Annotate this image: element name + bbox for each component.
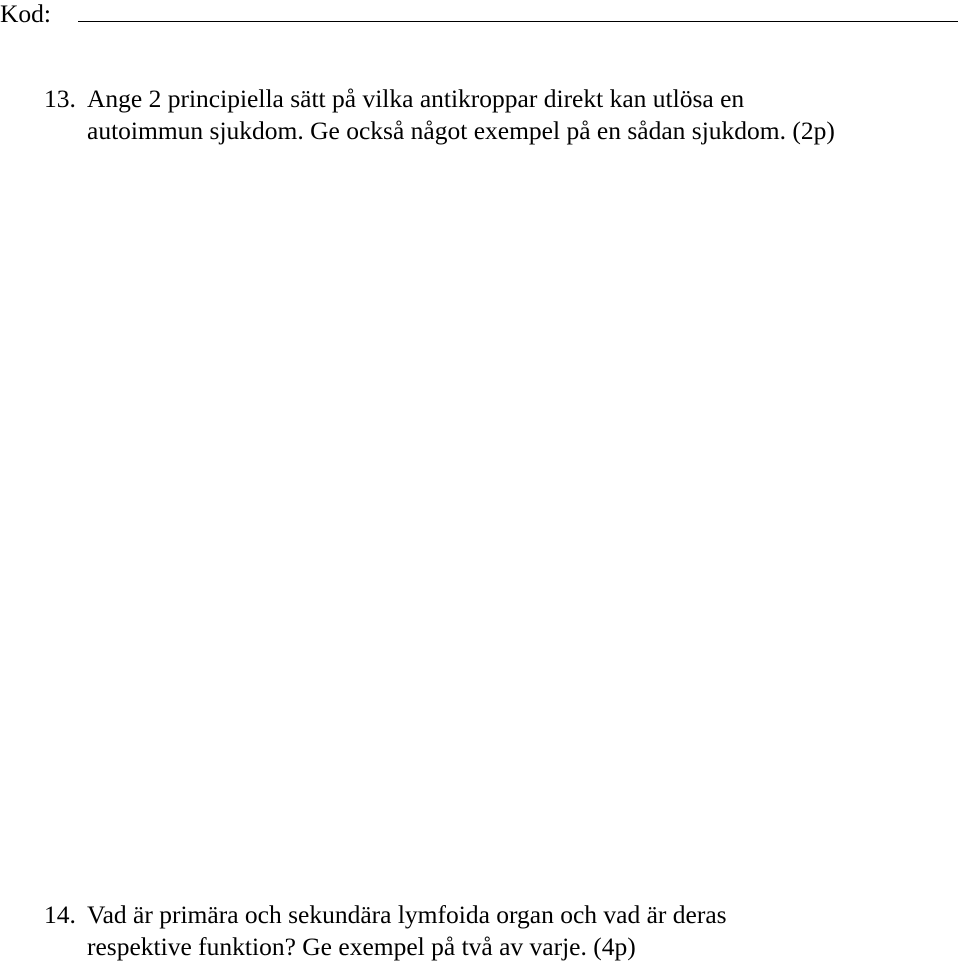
question-text-line-1: Vad är primära och sekundära lymfoida organ och vad är deras [87, 900, 727, 929]
code-label: Kod: [0, 0, 51, 28]
question-number: 13. [44, 84, 76, 113]
code-field-row [0, 1, 960, 31]
question-text-line-1: Ange 2 principiella sätt på vilka antikroppar direkt kan utlösa en [87, 84, 745, 113]
question-text-line-2: autoimmun sjukdom. Ge också något exempel på en sådan sjukdom. (2p) [87, 116, 835, 145]
question-text-line-2: respektive funktion? Ge exempel på två av varje. (4p) [87, 932, 636, 961]
answer-space-question-13[interactable] [44, 165, 944, 885]
code-blank-line[interactable] [78, 21, 958, 22]
question-number: 14. [44, 900, 76, 929]
